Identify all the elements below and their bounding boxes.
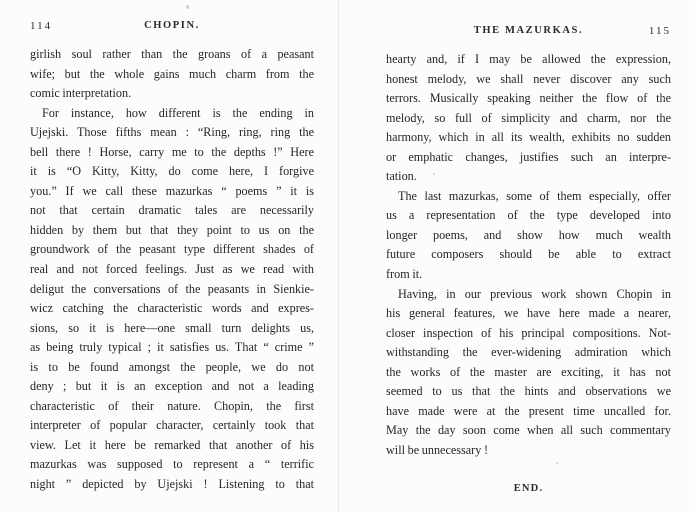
text-line: future composers should be able to extract [386,247,671,262]
text-line: closer inspection of his principal compositions. Not- [386,325,671,340]
text-line: as being truly typical ; it satisfies us. That “ crime ” [30,340,314,355]
text-line: or emphatic changes, justifies such an interpre- [386,149,671,164]
text-line: the works of the master are exciting, it has not [386,364,671,379]
text-line: wicz catching the characteristic words and expres- [30,301,314,316]
text-line: The last mazurkas, some of them especially, offer [398,188,671,203]
text-line: interpreter of popular character, certainly took that [30,418,314,433]
text-line: honest melody, we shall never discover any such [386,71,671,86]
text-line: seemed to us that the hints and observations we [386,384,671,399]
text-line: characteristic of their nature. Chopin, the first [30,398,314,413]
scan-speck [186,5,189,9]
text-line: night ” depicted by Ujejski ! Listening to that [30,477,314,492]
text-line: sions, so it is here—one small turn delights us, [30,320,314,335]
text-line: girlish soul rather than the groans of a peasant [30,47,314,61]
text-line: view. Let it here be remarked that another of his [30,437,314,452]
text-line: us a representation of the type developed into [386,208,671,223]
text-line: groundwork of the peasant type different shades of [30,242,314,257]
text-line: comic interpretation. [30,86,132,101]
text-line: harmony, which in all its wealth, exhibits no sudden [386,130,671,145]
text-line: is to be found amongst the people, we do not [30,359,314,374]
text-line: Having, in our previous work shown Chopin in [398,286,671,301]
right-page-number: 115 [648,25,671,37]
left-page-text [30,45,314,495]
text-line: hidden by them but that they point to us on the [30,222,314,237]
text-line: from it. [386,267,423,282]
text-line: you.” If we call these mazurkas “ poems ” it is [30,183,314,198]
text-line: wife; but the whole gains much charm from the [30,66,314,81]
text-line: have made were at the present time uncalled for. [386,403,671,418]
text-line: it is “O Kitty, Kitty, do come here, I forgive [30,164,314,179]
text-line: longer poems, and show how much wealth [386,227,671,242]
right-page-header [386,25,671,40]
right-page-text [386,50,671,460]
text-line: Ujejski. Those fifths mean : “Ring, ring, ring the [30,125,314,140]
text-line: mazurkas was supposed to represent a “ terrific [30,457,314,472]
scan-speck [556,462,558,464]
text-line: deny ; but it is an exception and not a leading [30,379,314,394]
left-page-header [30,20,314,35]
text-line: deligut the conversations of the peasants in Sienkie- [30,281,314,296]
text-line: May the day soon come when all such commentary [386,423,671,438]
text-line: will be unnecessary ! [386,442,489,457]
left-running-header: CHOPIN. [144,20,200,31]
text-line: withstanding the ever-widening admiration which [386,345,671,360]
text-line: tation. [386,169,417,184]
text-line: not that certain dramatic tales are necessarily [30,203,314,218]
text-line: For instance, how different is the ending in [42,105,314,120]
text-line: his general features, we have here made a nearer, [386,306,671,321]
left-page-number: 114 [30,20,53,32]
text-line: hearty and, if I may be allowed the expression, [386,52,671,66]
text-line: bell there ! Horse, carry me to the depths !” Here [30,144,314,159]
text-line: real and not forced feelings. Just as we read with [30,262,314,277]
text-line: melody, so full of simplicity and charm, nor the [386,110,671,125]
end-label: END. [513,483,544,494]
text-line: terrors. Musically speaking neither the flow of the [386,91,671,106]
page-gutter-divider [338,0,339,512]
right-running-header: THE MAZURKAS. [473,25,584,36]
